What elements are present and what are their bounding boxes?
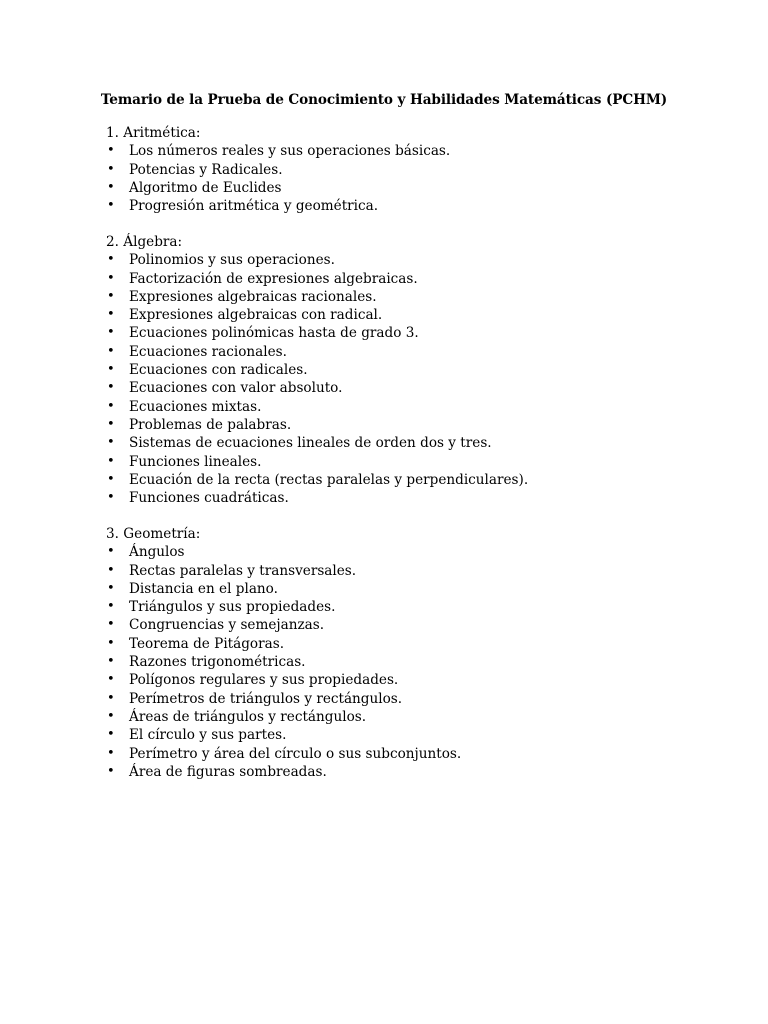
- list-item-text: Polígonos regulares y sus propiedades.: [129, 672, 399, 689]
- bullet-icon: •: [107, 416, 115, 432]
- bullet-icon: •: [107, 143, 115, 159]
- list-item: [106, 453, 706, 471]
- list-item: [106, 653, 706, 671]
- bullet-icon: •: [107, 252, 115, 268]
- list-item-text: Progresión aritmética y geométrica.: [129, 198, 379, 215]
- bullet-icon: •: [107, 672, 115, 688]
- topic-list: [106, 543, 706, 781]
- list-item: [106, 288, 706, 306]
- bullet-icon: •: [107, 179, 115, 195]
- bullet-icon: •: [107, 288, 115, 304]
- list-item-text: Ecuaciones mixtas.: [129, 398, 262, 415]
- list-item: [106, 562, 706, 580]
- list-item: [106, 690, 706, 708]
- list-item-text: Ángulos: [129, 544, 185, 561]
- list-item: [106, 543, 706, 561]
- bullet-icon: •: [107, 398, 115, 414]
- list-item-text: Áreas de triángulos y rectángulos.: [129, 708, 367, 725]
- bullet-icon: •: [107, 544, 115, 560]
- bullet-icon: •: [107, 599, 115, 615]
- list-item-text: Problemas de palabras.: [129, 416, 292, 433]
- list-item-text: Rectas paralelas y transversales.: [129, 562, 357, 579]
- list-item: [106, 270, 706, 288]
- list-item: [106, 726, 706, 744]
- list-item-text: Funciones cuadráticas.: [129, 490, 289, 507]
- list-item-text: Triángulos y sus propiedades.: [129, 599, 336, 616]
- list-item-text: Ecuaciones con radicales.: [129, 362, 308, 379]
- section-heading: 3. Geometría:: [106, 526, 201, 542]
- bullet-icon: •: [107, 198, 115, 214]
- list-item: [106, 580, 706, 598]
- bullet-icon: •: [107, 490, 115, 506]
- bullet-icon: •: [107, 745, 115, 761]
- bullet-icon: •: [107, 380, 115, 396]
- list-item: [106, 197, 706, 215]
- list-item-text: Polinomios y sus operaciones.: [129, 252, 335, 269]
- list-item: [106, 635, 706, 653]
- bullet-icon: •: [107, 763, 115, 779]
- list-item-text: Expresiones algebraicas con radical.: [129, 307, 383, 324]
- topic-list: [106, 142, 706, 215]
- list-item: [106, 379, 706, 397]
- list-item-text: El círculo y sus partes.: [129, 727, 287, 744]
- list-item: [106, 306, 706, 324]
- bullet-icon: •: [107, 617, 115, 633]
- list-item-text: Ecuaciones racionales.: [129, 343, 287, 360]
- list-item-text: Ecuación de la recta (rectas paralelas y perpendiculares).: [129, 471, 529, 488]
- list-item: [106, 471, 706, 489]
- bullet-icon: •: [107, 690, 115, 706]
- bullet-icon: •: [107, 270, 115, 286]
- list-item-text: Teorema de Pitágoras.: [129, 635, 285, 652]
- bullet-icon: •: [107, 453, 115, 469]
- list-item: [106, 489, 706, 507]
- bullet-icon: •: [107, 325, 115, 341]
- list-item: [106, 745, 706, 763]
- list-item: [106, 142, 706, 160]
- bullet-icon: •: [107, 471, 115, 487]
- list-item: [106, 179, 706, 197]
- bullet-icon: •: [107, 562, 115, 578]
- bullet-icon: •: [107, 435, 115, 451]
- list-item-text: Perímetro y área del círculo o sus subconjuntos.: [129, 745, 462, 762]
- list-item: [106, 671, 706, 689]
- list-item-text: Factorización de expresiones algebraicas.: [129, 270, 418, 287]
- bullet-icon: •: [107, 708, 115, 724]
- list-item-text: Razones trigonométricas.: [129, 654, 306, 671]
- topic-list: [106, 251, 706, 507]
- list-item: [106, 708, 706, 726]
- list-item: [106, 161, 706, 179]
- list-item-text: Expresiones algebraicas racionales.: [129, 288, 377, 305]
- list-item: [106, 343, 706, 361]
- list-item: [106, 251, 706, 269]
- section-heading: 2. Álgebra:: [106, 234, 183, 250]
- list-item-text: Ecuaciones polinómicas hasta de grado 3.: [129, 325, 419, 342]
- bullet-icon: •: [107, 654, 115, 670]
- list-item-text: Perímetros de triángulos y rectángulos.: [129, 690, 403, 707]
- list-item: [106, 324, 706, 342]
- list-item-text: Potencias y Radicales.: [129, 161, 283, 178]
- list-item-text: Funciones lineales.: [129, 453, 262, 470]
- bullet-icon: •: [107, 343, 115, 359]
- list-item-text: Ecuaciones con valor absoluto.: [129, 380, 343, 397]
- bullet-icon: •: [107, 635, 115, 651]
- bullet-icon: •: [107, 580, 115, 596]
- document-title: Temario de la Prueba de Conocimiento y Habilidades Matemáticas (PCHM): [100, 92, 668, 108]
- bullet-icon: •: [107, 307, 115, 323]
- list-item-text: Los números reales y sus operaciones básicas.: [129, 143, 451, 160]
- list-item: [106, 763, 706, 781]
- bullet-icon: •: [107, 161, 115, 177]
- list-item-text: Sistemas de ecuaciones lineales de orden dos y tres.: [129, 435, 492, 452]
- list-item: [106, 361, 706, 379]
- list-item-text: Área de figuras sombreadas.: [129, 763, 327, 780]
- list-item: [106, 616, 706, 634]
- list-item-text: Distancia en el plano.: [129, 580, 278, 597]
- list-item: [106, 598, 706, 616]
- bullet-icon: •: [107, 362, 115, 378]
- section-heading: 1. Aritmética:: [106, 125, 201, 141]
- section-algebra: [106, 233, 706, 507]
- list-item: [106, 416, 706, 434]
- list-item: [106, 398, 706, 416]
- section-geometria: [106, 525, 706, 781]
- section-aritmetica: [106, 124, 706, 215]
- list-item: [106, 434, 706, 452]
- list-item-text: Congruencias y semejanzas.: [129, 617, 325, 634]
- list-item-text: Algoritmo de Euclides: [129, 179, 282, 196]
- bullet-icon: •: [107, 727, 115, 743]
